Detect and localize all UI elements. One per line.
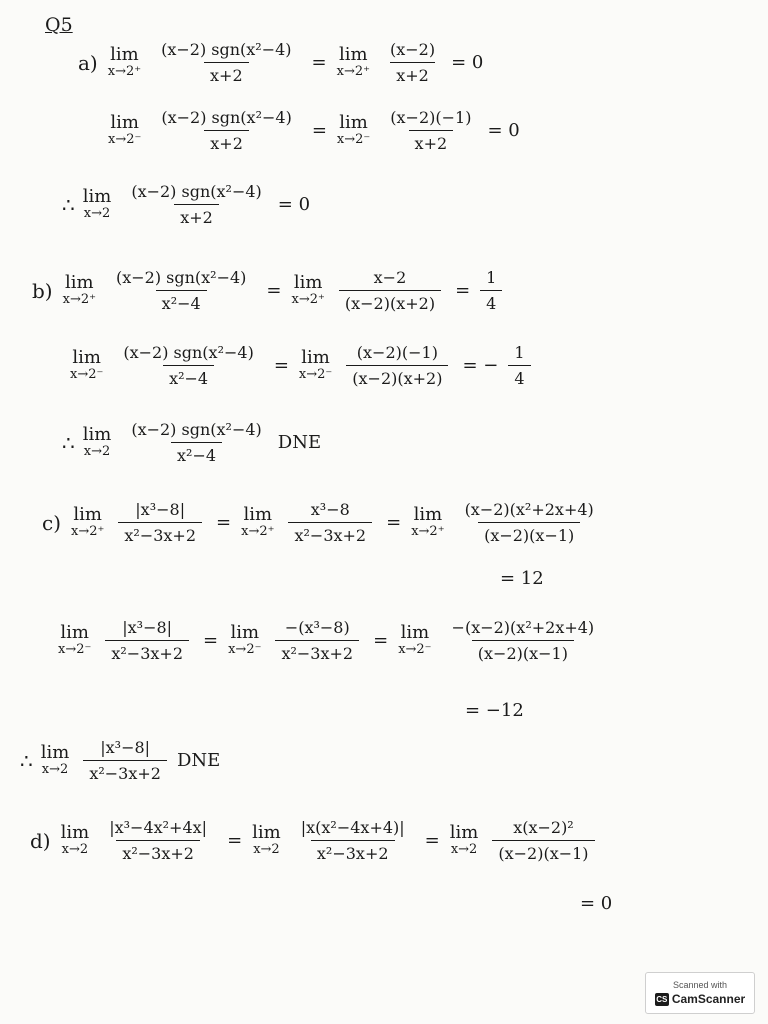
limit: lim x→2	[60, 821, 90, 858]
equals-sign: =	[273, 355, 289, 376]
watermark-brand: CamScanner	[671, 992, 746, 1006]
equals-sign: =	[311, 120, 327, 141]
limit: lim x→2⁺	[241, 503, 275, 540]
part-c-label: c)	[42, 510, 62, 535]
equals-sign: =	[424, 830, 440, 851]
fraction: $\frac{\text{|x³−8|}}{\text{x²−3x+2}}$	[83, 738, 167, 783]
equals-sign: =	[266, 280, 282, 301]
part-a-label: a)	[78, 50, 98, 75]
part-c-result-1: = 12	[500, 568, 544, 589]
fraction: $\frac{\text{|x(x²−4x+4)|}}{\text{x²−3x+2}}$	[300, 818, 405, 863]
result: DNE	[277, 432, 322, 453]
equals-sign: =	[386, 512, 402, 533]
fraction: $\frac{\text{−(x³−8)}}{\text{x²−3x+2}}$	[275, 618, 359, 663]
fraction: $\frac{1}{4}$	[508, 343, 530, 388]
part-a-row-2	[108, 108, 520, 153]
limit: lim x→2⁺	[71, 503, 105, 540]
fraction: $\frac{x-2}{(x-2)(x+2)}$	[339, 268, 441, 313]
limit: lim x→2⁻	[58, 621, 92, 658]
limit: lim x→2	[449, 821, 479, 858]
equals-sign: =	[373, 630, 389, 651]
limit: lim x→2⁻	[108, 111, 142, 148]
limit: lim x→2⁻	[70, 346, 104, 383]
equals-sign: = −	[462, 355, 499, 376]
part-b-label: b)	[32, 278, 53, 303]
result: = 0	[277, 194, 311, 215]
limit: lim x→2⁻	[336, 111, 371, 148]
limit: lim x→2	[82, 423, 112, 460]
limit: lim x→2⁺	[291, 271, 325, 308]
question-heading: Q5	[45, 14, 73, 36]
limit: lim x→2⁺	[411, 503, 445, 540]
therefore-symbol: ∴	[62, 192, 75, 217]
equals-sign: =	[227, 830, 243, 851]
result: = 0	[487, 120, 520, 141]
limit: lim x→2⁻	[398, 621, 432, 658]
fraction: $\frac{1}{4}$	[480, 268, 502, 313]
part-c-conclusion	[20, 738, 220, 783]
fraction: $\frac{\text{x³−8}}{\text{x²−3x+2}}$	[288, 500, 372, 545]
fraction: $\frac{\text{(x−2) sgn(x²−4)}}{\text{x²−4}}$	[115, 268, 247, 313]
fraction: $\frac{\text{(x−2) sgn(x²−4)}}{\text{x²−4}}$	[131, 420, 262, 465]
limit: lim x→2⁻	[228, 621, 262, 658]
part-d-row-1	[30, 818, 605, 863]
equals-sign: =	[203, 630, 219, 651]
fraction: $\frac{\text{(x−2)(x²+2x+4)}}{(x-2)(x-1)}$	[464, 500, 594, 545]
fraction: $\frac{\text{(x−2) sgn(x²−4)}}{x+2}$	[161, 108, 292, 153]
part-c-result-2: = −12	[465, 700, 524, 721]
part-d-label: d)	[30, 828, 51, 853]
fraction: $\frac{\text{(x−2) sgn(x²−4)}}{x+2}$	[161, 40, 292, 85]
fraction: $\frac{\text{x(x−2)²}}{(x-2)(x-1)}$	[492, 818, 594, 863]
part-a-row-1	[78, 40, 483, 85]
therefore-symbol: ∴	[20, 748, 33, 773]
equals-sign: =	[455, 280, 471, 301]
equals-sign: =	[311, 52, 327, 73]
fraction: $\frac{(x-2)(-1)}{(x-2)(x+2)}$	[346, 343, 448, 388]
fraction: $\frac{\text{|x³−8|}}{\text{x²−3x+2}}$	[105, 618, 189, 663]
fraction: $\frac{\text{−(x−2)(x²+2x+4)}}{(x-2)(x-1)}$	[451, 618, 595, 663]
fraction: $\frac{\text{|x³−4x²+4x|}}{\text{x²−3x+2}}$	[109, 818, 208, 863]
limit: lim x→2	[40, 741, 70, 778]
result: = 0	[451, 52, 484, 73]
fraction: $\frac{(x-2)}{x+2}$	[390, 40, 436, 85]
camscanner-logo-icon: CS	[656, 994, 668, 1004]
part-c-row-1	[42, 500, 610, 545]
therefore-symbol: ∴	[62, 430, 75, 455]
fraction: $\frac{(x-2)(-1)}{x+2}$	[390, 108, 472, 153]
camscanner-watermark	[645, 972, 755, 1014]
fraction: $\frac{\text{(x−2) sgn(x²−4)}}{x+2}$	[131, 182, 262, 227]
result: DNE	[176, 750, 221, 771]
watermark-caption: Scanned with	[672, 980, 728, 990]
part-b-conclusion	[62, 420, 321, 465]
limit: lim x→2⁺	[107, 43, 142, 80]
part-b-row-1	[32, 268, 512, 313]
limit: lim x→2⁺	[336, 43, 370, 80]
limit: lim x→2⁺	[62, 271, 96, 308]
limit: lim x→2	[252, 821, 281, 858]
equals-sign: =	[216, 512, 232, 533]
part-b-row-2	[70, 343, 541, 388]
limit: lim x→2	[82, 185, 112, 222]
fraction: $\frac{\text{(x−2) sgn(x²−4)}}{\text{x²−4}}$	[123, 343, 254, 388]
part-c-row-2	[58, 618, 610, 663]
limit: lim x→2⁻	[298, 346, 333, 383]
part-d-result: = 0	[580, 893, 613, 914]
fraction: $\frac{\text{|x³−8|}}{\text{x²−3x+2}}$	[118, 500, 202, 545]
part-a-conclusion	[62, 182, 310, 227]
